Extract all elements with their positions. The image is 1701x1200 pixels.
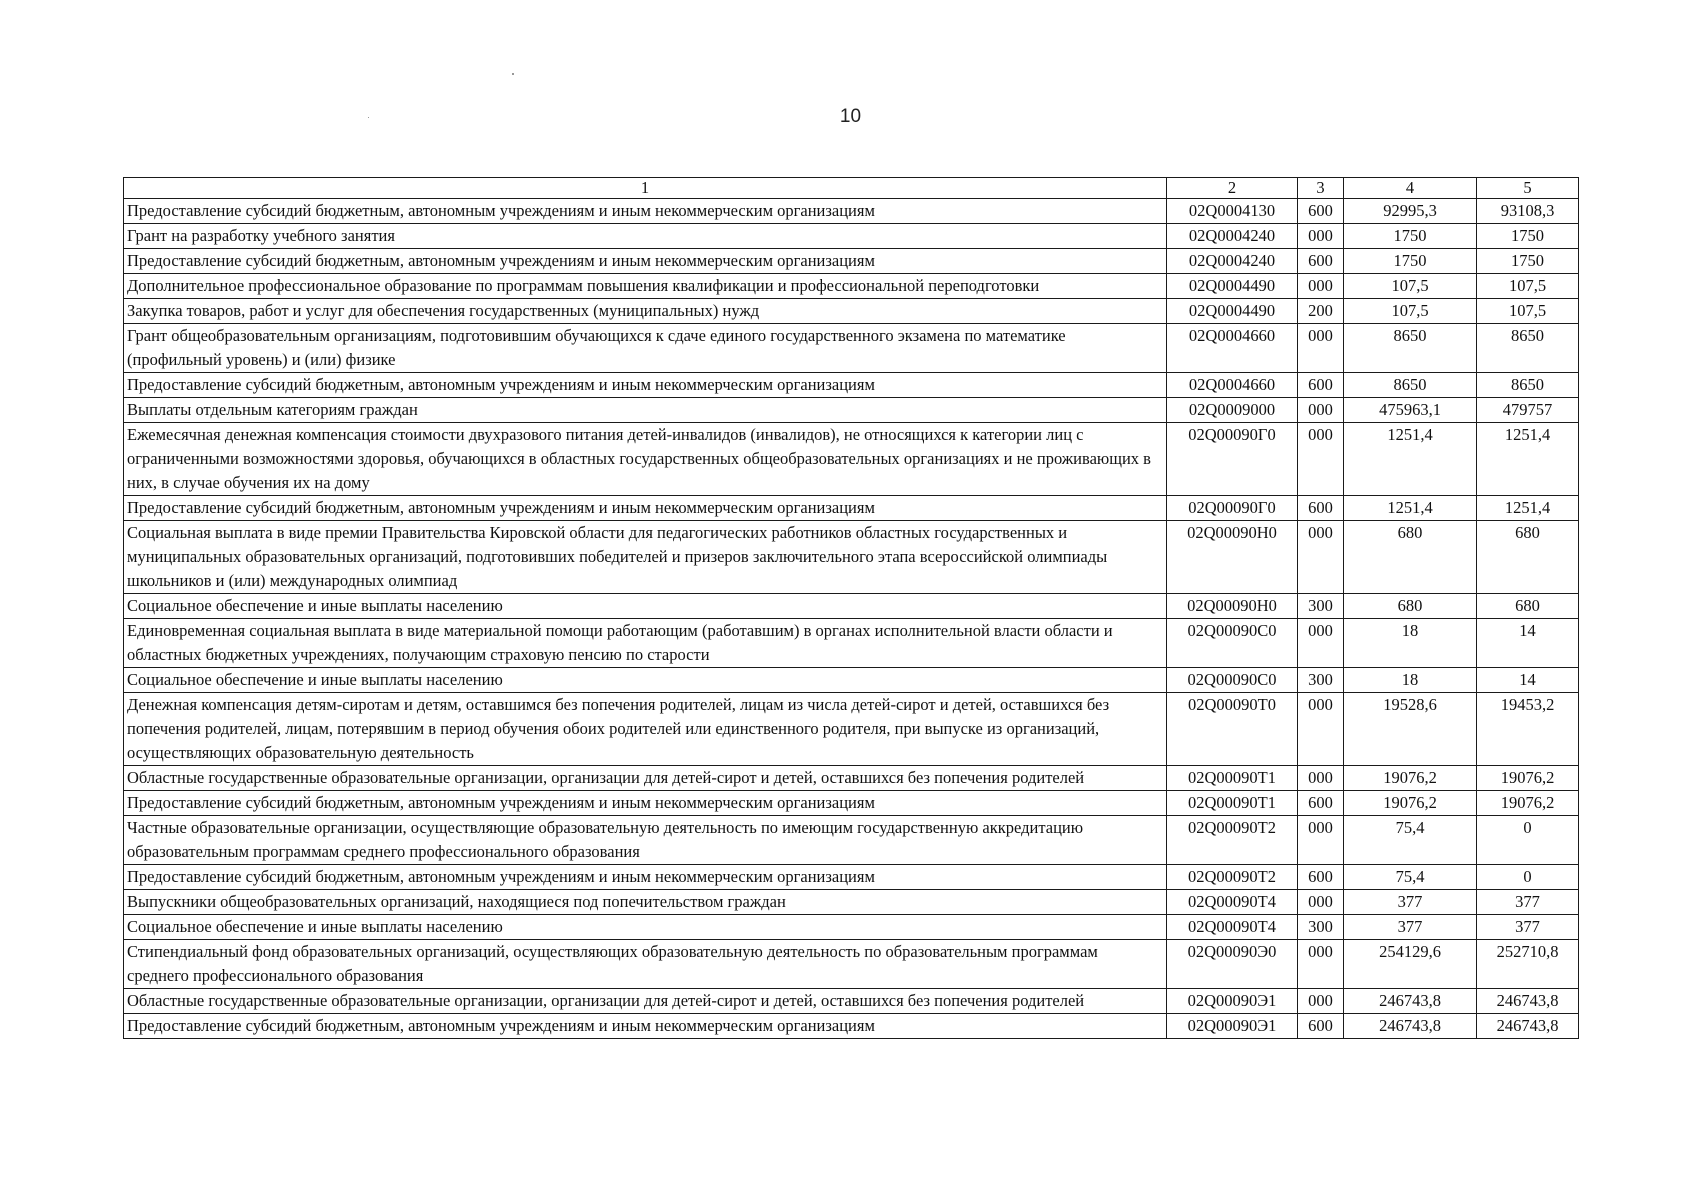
row-expense-type: 000 [1298,989,1344,1014]
budget-table [123,177,1579,1039]
row-code: 02Q00090C0 [1167,619,1298,668]
row-value-col4: 246743,8 [1344,989,1477,1014]
row-description: Денежная компенсация детям-сиротам и детям, оставшимся без попечения родителей, лицам из числа детей-сирот и детей, оставшихся без попечения родителей, лицам, потерявшим в период обучения обоих родителей или единственного родителя, при выпуске из организаций, осуществляющих образовательную деятельность [124,693,1167,766]
row-value-col5: 19453,2 [1477,693,1579,766]
table-row [124,249,1579,274]
row-description: Социальное обеспечение и иные выплаты населению [124,594,1167,619]
row-description: Предоставление субсидий бюджетным, автономным учреждениям и иным некоммерческим организациям [124,249,1167,274]
row-code: 02Q00090T2 [1167,865,1298,890]
column-header: 1 [124,178,1167,199]
row-description: Предоставление субсидий бюджетным, автономным учреждениям и иным некоммерческим организациям [124,373,1167,398]
row-code: 02Q00090Э0 [1167,940,1298,989]
row-code: 02Q00090C0 [1167,668,1298,693]
row-value-col5: 1251,4 [1477,423,1579,496]
row-description: Областные государственные образовательные организации, организации для детей-сирот и детей, оставшихся без попечения родителей [124,989,1167,1014]
row-value-col4: 246743,8 [1344,1014,1477,1039]
row-value-col4: 75,4 [1344,865,1477,890]
row-value-col4: 1251,4 [1344,423,1477,496]
header-row [124,178,1579,199]
row-description: Выпускники общеобразовательных организаций, находящиеся под попечительством граждан [124,890,1167,915]
table-row [124,373,1579,398]
table-row [124,989,1579,1014]
row-code: 02Q00090T4 [1167,890,1298,915]
row-value-col5: 19076,2 [1477,791,1579,816]
row-expense-type: 000 [1298,423,1344,496]
row-value-col4: 1251,4 [1344,496,1477,521]
table-row [124,521,1579,594]
row-expense-type: 000 [1298,890,1344,915]
table-row [124,940,1579,989]
row-value-col4: 19076,2 [1344,791,1477,816]
table-row [124,619,1579,668]
row-value-col5: 246743,8 [1477,1014,1579,1039]
row-description: Областные государственные образовательные организации, организации для детей-сирот и детей, оставшихся без попечения родителей [124,766,1167,791]
row-value-col5: 246743,8 [1477,989,1579,1014]
row-value-col5: 107,5 [1477,274,1579,299]
row-expense-type: 000 [1298,521,1344,594]
table-body [124,199,1579,1039]
row-value-col5: 377 [1477,915,1579,940]
row-value-col5: 0 [1477,816,1579,865]
table-row [124,594,1579,619]
row-expense-type: 000 [1298,693,1344,766]
row-description: Стипендиальный фонд образовательных организаций, осуществляющих образовательную деятельность по образовательным программам среднего профессионального образования [124,940,1167,989]
row-code: 02Q0004240 [1167,224,1298,249]
table-row [124,398,1579,423]
row-value-col4: 680 [1344,521,1477,594]
column-header: 4 [1344,178,1477,199]
row-value-col4: 18 [1344,619,1477,668]
row-description: Социальное обеспечение и иные выплаты населению [124,915,1167,940]
row-description: Дополнительное профессиональное образование по программам повышения квалификации и профессиональной переподготовки [124,274,1167,299]
row-value-col4: 680 [1344,594,1477,619]
table-row [124,299,1579,324]
row-expense-type: 000 [1298,398,1344,423]
column-header: 3 [1298,178,1344,199]
row-description: Закупка товаров, работ и услуг для обеспечения государственных (муниципальных) нужд [124,299,1167,324]
row-value-col5: 377 [1477,890,1579,915]
row-code: 02Q00090Г0 [1167,496,1298,521]
row-expense-type: 000 [1298,619,1344,668]
row-description: Выплаты отдельным категориям граждан [124,398,1167,423]
row-code: 02Q0004130 [1167,199,1298,224]
table-row [124,766,1579,791]
row-value-col4: 8650 [1344,373,1477,398]
row-value-col4: 19528,6 [1344,693,1477,766]
row-description: Предоставление субсидий бюджетным, автономным учреждениям и иным некоммерческим организациям [124,791,1167,816]
row-code: 02Q00090T1 [1167,791,1298,816]
row-code: 02Q00090Г0 [1167,423,1298,496]
table-row [124,816,1579,865]
row-value-col5: 1750 [1477,224,1579,249]
row-code: 02Q0004660 [1167,373,1298,398]
row-value-col4: 377 [1344,915,1477,940]
table-row [124,890,1579,915]
row-code: 02Q0004240 [1167,249,1298,274]
row-value-col5: 680 [1477,521,1579,594]
table-row [124,668,1579,693]
row-description: Предоставление субсидий бюджетным, автономным учреждениям и иным некоммерческим организациям [124,1014,1167,1039]
table-row [124,791,1579,816]
row-value-col4: 75,4 [1344,816,1477,865]
column-header: 2 [1167,178,1298,199]
table-row [124,274,1579,299]
row-expense-type: 300 [1298,594,1344,619]
row-value-col5: 1251,4 [1477,496,1579,521]
table-row [124,324,1579,373]
table-row [124,865,1579,890]
row-expense-type: 600 [1298,373,1344,398]
table-row [124,496,1579,521]
row-value-col4: 377 [1344,890,1477,915]
scan-speck [512,73,514,75]
row-expense-type: 600 [1298,791,1344,816]
row-expense-type: 600 [1298,249,1344,274]
page-number: 10 [839,106,862,127]
row-expense-type: 200 [1298,299,1344,324]
row-value-col4: 18 [1344,668,1477,693]
table-row [124,693,1579,766]
row-value-col5: 8650 [1477,373,1579,398]
row-description: Частные образовательные организации, осуществляющие образовательную деятельность по имеющим государственную аккредитацию образовательным программам среднего профессионального образования [124,816,1167,865]
row-expense-type: 000 [1298,940,1344,989]
row-expense-type: 000 [1298,324,1344,373]
row-value-col5: 252710,8 [1477,940,1579,989]
row-value-col5: 14 [1477,619,1579,668]
row-value-col4: 254129,6 [1344,940,1477,989]
row-expense-type: 300 [1298,915,1344,940]
row-expense-type: 600 [1298,1014,1344,1039]
row-code: 02Q00090H0 [1167,594,1298,619]
row-description: Единовременная социальная выплата в виде материальной помощи работающим (работавшим) в органах исполнительной власти области и областных бюджетных учреждениях, получающим страховую пенсию по старости [124,619,1167,668]
row-value-col5: 680 [1477,594,1579,619]
table-row [124,199,1579,224]
row-value-col4: 19076,2 [1344,766,1477,791]
row-description: Предоставление субсидий бюджетным, автономным учреждениям и иным некоммерческим организациям [124,496,1167,521]
row-expense-type: 000 [1298,224,1344,249]
row-description: Социальная выплата в виде премии Правительства Кировской области для педагогических работников областных государственных и муниципальных образовательных организаций, подготовивших победителей и призеров заключительного этапа всероссийской олимпиады школьников и (или) международных олимпиад [124,521,1167,594]
row-code: 02Q0004490 [1167,274,1298,299]
row-code: 02Q00090T0 [1167,693,1298,766]
row-code: 02Q0009000 [1167,398,1298,423]
table-row [124,1014,1579,1039]
row-value-col4: 1750 [1344,224,1477,249]
row-description: Предоставление субсидий бюджетным, автономным учреждениям и иным некоммерческим организациям [124,199,1167,224]
table-row [124,915,1579,940]
row-value-col4: 8650 [1344,324,1477,373]
row-description: Предоставление субсидий бюджетным, автономным учреждениям и иным некоммерческим организациям [124,865,1167,890]
row-description: Социальное обеспечение и иные выплаты населению [124,668,1167,693]
row-expense-type: 600 [1298,199,1344,224]
row-value-col4: 107,5 [1344,299,1477,324]
row-value-col4: 107,5 [1344,274,1477,299]
row-code: 02Q0004490 [1167,299,1298,324]
row-value-col5: 14 [1477,668,1579,693]
row-value-col4: 92995,3 [1344,199,1477,224]
row-code: 02Q00090Э1 [1167,989,1298,1014]
row-value-col5: 479757 [1477,398,1579,423]
row-expense-type: 000 [1298,816,1344,865]
column-header: 5 [1477,178,1579,199]
row-value-col5: 8650 [1477,324,1579,373]
row-expense-type: 600 [1298,865,1344,890]
table-row [124,423,1579,496]
row-value-col4: 475963,1 [1344,398,1477,423]
row-value-col5: 19076,2 [1477,766,1579,791]
row-expense-type: 000 [1298,766,1344,791]
row-code: 02Q00090T1 [1167,766,1298,791]
row-description: Грант на разработку учебного занятия [124,224,1167,249]
row-description: Грант общеобразовательным организациям, подготовившим обучающихся к сдаче единого государственного экзамена по математике (профильный уровень) и (или) физике [124,324,1167,373]
row-description: Ежемесячная денежная компенсация стоимости двухразового питания детей-инвалидов (инвалидов), не относящихся к категории лиц с ограниченными возможностями здоровья, обучающихся в областных государственных общеобразовательных организациях и не проживающих в них, в случае обучения их на дому [124,423,1167,496]
row-expense-type: 300 [1298,668,1344,693]
row-value-col5: 93108,3 [1477,199,1579,224]
row-expense-type: 000 [1298,274,1344,299]
row-code: 02Q00090T2 [1167,816,1298,865]
row-code: 02Q00090H0 [1167,521,1298,594]
row-code: 02Q00090T4 [1167,915,1298,940]
row-value-col5: 107,5 [1477,299,1579,324]
row-value-col4: 1750 [1344,249,1477,274]
row-value-col5: 1750 [1477,249,1579,274]
row-value-col5: 0 [1477,865,1579,890]
row-expense-type: 600 [1298,496,1344,521]
table-row [124,224,1579,249]
row-code: 02Q00090Э1 [1167,1014,1298,1039]
row-code: 02Q0004660 [1167,324,1298,373]
